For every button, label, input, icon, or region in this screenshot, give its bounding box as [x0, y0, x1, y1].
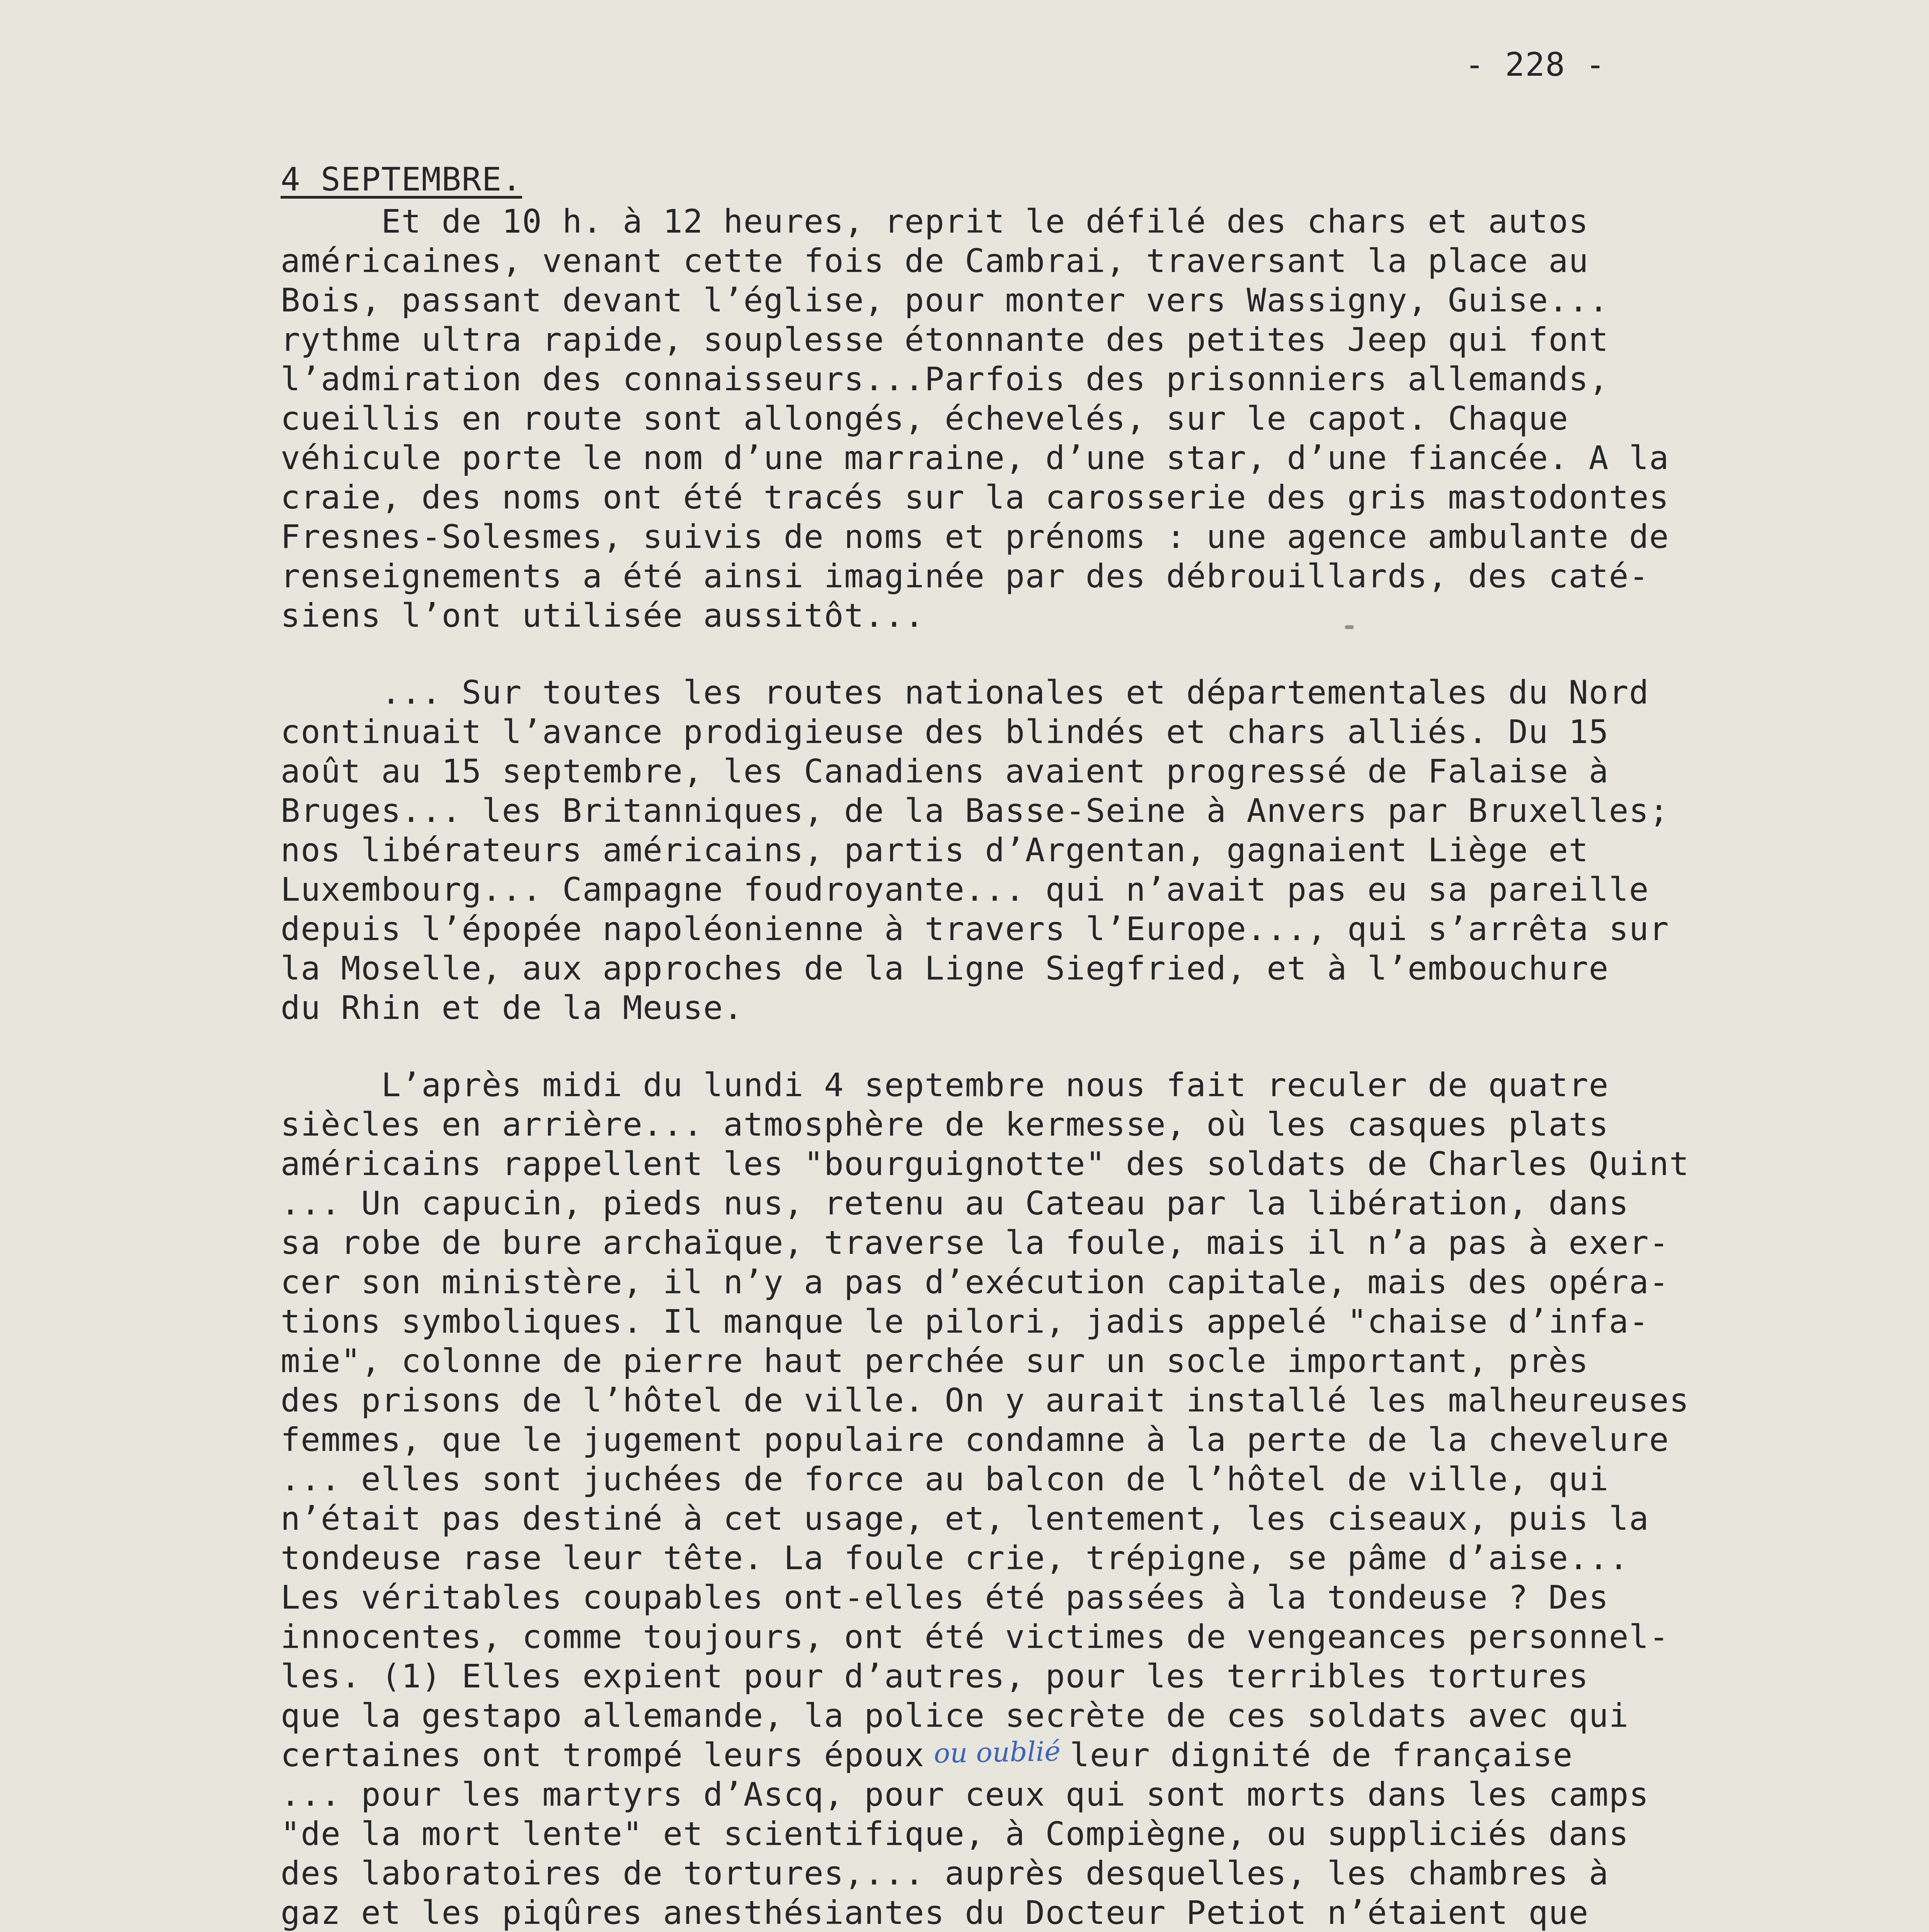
text-line: continuait l’avance prodigieuse des blindés et chars alliés. Du 15: [281, 713, 1609, 751]
text-line: les. (1) Elles expient pour d’autres, pour les terribles tortures: [281, 1657, 1589, 1695]
text-line: du Rhin et de la Meuse.: [281, 989, 744, 1027]
text-line: américaines, venant cette fois de Cambrai, traversant la place au: [281, 242, 1589, 280]
text-line: gaz et les piqûres anesthésiantes du Docteur Petiot n’étaient que: [281, 1894, 1589, 1932]
text-line: tions symboliques. Il manque le pilori, jadis appelé "chaise d’infa-: [281, 1303, 1649, 1340]
text-line: craie, des noms ont été tracés sur la carosserie des gris mastodontes: [281, 478, 1669, 516]
annotated-line: [281, 1735, 1929, 1775]
text-line: sa robe de bure archaïque, traverse la foule, mais il n’a pas à exer-: [281, 1224, 1669, 1262]
text-line: des prisons de l’hôtel de ville. On y aurait installé les malheureuses: [281, 1381, 1690, 1419]
text-line: véhicule porte le nom d’une marraine, d’une star, d’une fiancée. A la: [281, 439, 1669, 477]
text-line: américains rappellent les "bourguignotte" des soldats de Charles Quint: [281, 1145, 1690, 1183]
text-line: cer son ministère, il n’y a pas d’exécution capitale, mais des opéra-: [281, 1263, 1669, 1301]
text-segment: certaines ont trompé leurs époux: [281, 1736, 925, 1774]
text-line: ... elles sont juchées de force au balcon de l’hôtel de ville, qui: [281, 1460, 1609, 1498]
text-line: n’était pas destiné à cet usage, et, lentement, les ciseaux, puis la: [281, 1500, 1649, 1537]
text-line: tondeuse rase leur tête. La foule crie, trépigne, se pâme d’aise...: [281, 1539, 1629, 1577]
text-line: Les véritables coupables ont-elles été passées à la tondeuse ? Des: [281, 1578, 1609, 1616]
text-line: femmes, que le jugement populaire condamne à la perte de la chevelure: [281, 1421, 1669, 1459]
text-line: depuis l’épopée napoléonienne à travers l’Europe..., qui s’arrêta sur: [281, 910, 1669, 948]
text-line: Luxembourg... Campagne foudroyante... qui n’avait pas eu sa pareille: [281, 871, 1649, 908]
text-line: nos libérateurs américains, partis d’Argentan, gagnaient Liège et: [281, 831, 1589, 869]
section-heading: 4 SEPTEMBRE.: [281, 160, 522, 198]
page-number: - 228 -: [1465, 46, 1606, 83]
text-line: ... Un capucin, pieds nus, retenu au Cateau par la libération, dans: [281, 1184, 1629, 1222]
text-line: Bois, passant devant l’église, pour monter vers Wassigny, Guise...: [281, 281, 1609, 319]
text-line: Et de 10 h. à 12 heures, reprit le défilé des chars et autos: [281, 202, 1589, 240]
text-line: L’après midi du lundi 4 septembre nous fait reculer de quatre: [281, 1066, 1609, 1104]
text-line: ... Sur toutes les routes nationales et départementales du Nord: [281, 673, 1649, 711]
text-line: "de la mort lente" et scientifique, à Compiègne, ou suppliciés dans: [281, 1815, 1629, 1853]
text-line: rythme ultra rapide, souplesse étonnante des petites Jeep qui font: [281, 321, 1609, 359]
paragraph-convoy: [281, 202, 1929, 635]
text-line: Fresnes-Solesmes, suivis de noms et prénoms : une agence ambulante de: [281, 518, 1669, 556]
text-line: août au 15 septembre, les Canadiens avaient progressé de Falaise à: [281, 752, 1609, 790]
text-line: siens l’ont utilisée aussitôt...: [281, 597, 925, 634]
paragraph-advance: [281, 673, 1929, 1027]
text-line: des laboratoires de tortures,... auprès desquelles, les chambres à: [281, 1854, 1609, 1892]
text-line: la Moselle, aux approches de la Ligne Siegfried, et à l’embouchure: [281, 949, 1609, 987]
ink-mark: [1345, 625, 1354, 629]
text-line: Bruges... les Britanniques, de la Basse-Seine à Anvers par Bruxelles;: [281, 792, 1669, 830]
handwritten-annotation: ou oublié: [933, 1735, 1061, 1769]
text-line: innocentes, comme toujours, ont été victimes de vengeances personnel-: [281, 1618, 1669, 1656]
text-line: renseignements a été ainsi imaginée par des débrouillards, des caté-: [281, 557, 1649, 595]
text-line: siècles en arrière... atmosphère de kermesse, où les casques plats: [281, 1105, 1609, 1143]
text-line: ... pour les martyrs d’Ascq, pour ceux qui sont morts dans les camps: [281, 1776, 1649, 1813]
text-line: que la gestapo allemande, la police secrète de ces soldats avec qui: [281, 1697, 1629, 1735]
text-segment: leur dignité de française: [1070, 1736, 1573, 1774]
paragraph-afternoon: [281, 1065, 1929, 1932]
text-line: mie", colonne de pierre haut perchée sur un socle important, près: [281, 1342, 1589, 1380]
text-line: l’admiration des connaisseurs...Parfois des prisonniers allemands,: [281, 360, 1609, 398]
text-line: cueillis en route sont allongés, échevelés, sur le capot. Chaque: [281, 400, 1569, 437]
